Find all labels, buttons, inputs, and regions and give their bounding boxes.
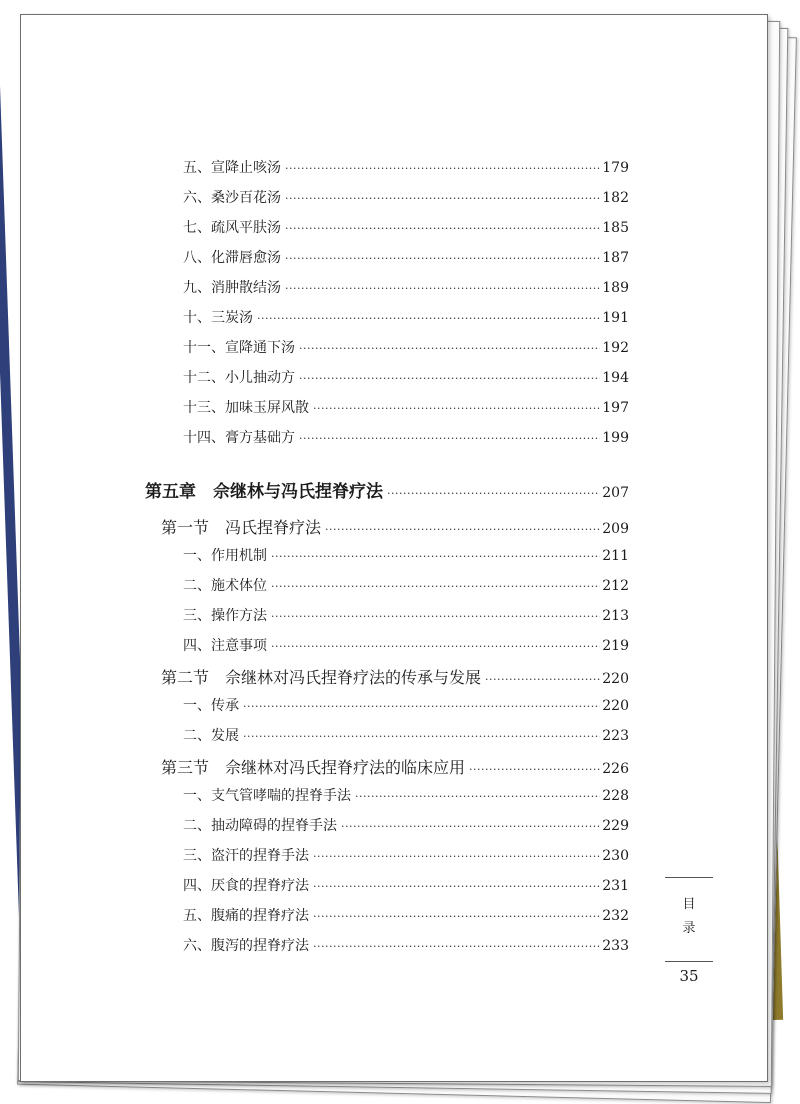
document-page [20,14,768,1082]
dot-leader [299,432,600,445]
dot-leader [341,820,600,833]
toc-entry-title: 四、厌食的捏脊疗法 [183,878,309,894]
dot-leader [285,222,600,235]
toc-entry-page: 194 [602,370,629,386]
toc-entry-page: 233 [602,938,629,954]
toc-entry [183,337,629,357]
dot-leader [271,550,600,563]
toc-entry [183,605,629,625]
dot-leader [387,487,600,500]
toc-entry-page: 209 [602,521,629,537]
dot-leader [285,162,600,175]
toc-entry-page: 228 [602,788,629,804]
toc-entry [183,545,629,565]
running-head-label [665,893,713,941]
toc-entry-page: 207 [602,485,629,501]
dot-leader [271,610,600,623]
toc-entry-title: 三、盗汗的捏脊手法 [183,848,309,864]
dot-leader [285,282,600,295]
toc-entry-page: 179 [602,160,629,176]
toc-entry [183,427,629,447]
toc-entry-title: 二、抽动障碍的捏脊手法 [183,818,337,834]
dot-leader [299,372,600,385]
toc-entry-page: 232 [602,908,629,924]
dot-leader [271,580,600,593]
toc-section [161,665,629,688]
toc-entry-page: 189 [602,280,629,296]
dot-leader [355,790,600,803]
toc-entry-page: 212 [602,578,629,594]
dot-leader [243,700,600,713]
toc-entry-title: 九、消肿散结汤 [183,280,281,296]
toc-entry [183,785,629,805]
toc-entry [183,247,629,267]
toc-entry-title: 七、疏风平肤汤 [183,220,281,236]
toc-entry [183,397,629,417]
dot-leader [257,312,600,325]
toc-entry-title: 第二节 佘继林对冯氏捏脊疗法的传承与发展 [161,668,482,687]
dot-leader [313,910,600,923]
dot-leader [313,402,600,415]
toc-entry-title: 五、腹痛的捏脊疗法 [183,908,309,924]
toc-entry-title: 一、传承 [183,698,239,714]
running-head-char: 目 [682,897,696,912]
toc-entry-title: 第五章 佘继林与冯氏捏脊疗法 [145,482,383,502]
toc-entry-title: 三、操作方法 [183,608,267,624]
toc-entry-title: 六、腹泻的捏脊疗法 [183,938,309,954]
toc-entry [183,725,629,745]
toc-entry [183,187,629,207]
toc-entry [183,695,629,715]
toc-entry-page: 211 [602,548,629,564]
dot-leader [299,342,600,355]
toc-entry-title: 十二、小儿抽动方 [183,370,295,386]
toc-entry-page: 213 [602,608,629,624]
toc-entry-title: 五、宣降止咳汤 [183,160,281,176]
dot-leader [313,880,600,893]
toc-entry-page: 219 [602,638,629,654]
toc-entry-page: 223 [602,728,629,744]
toc-section [161,515,629,538]
toc-entry-title: 十四、膏方基础方 [183,430,295,446]
running-head-rule-top [665,877,713,878]
toc-entry [183,367,629,387]
dot-leader [243,730,600,743]
toc-entry [183,157,629,177]
toc-entry-title: 六、桑沙百花汤 [183,190,281,206]
dot-leader [271,640,600,653]
toc-entry-title: 二、施术体位 [183,578,267,594]
dot-leader [313,850,600,863]
dot-leader [285,252,600,265]
toc-entry [183,815,629,835]
toc-entry-page: 220 [602,698,629,714]
toc-entry-title: 二、发展 [183,728,239,744]
dot-leader [313,940,600,953]
toc-entry-page: 182 [602,190,629,206]
toc-entry-page: 229 [602,818,629,834]
toc-entry-page: 220 [602,671,629,687]
toc-entry-page: 187 [602,250,629,266]
toc-entry-page: 191 [602,310,629,326]
page-number: 35 [679,967,699,985]
toc-entry-page: 197 [602,400,629,416]
toc-entry-title: 八、化滞唇愈汤 [183,250,281,266]
toc-entry-title: 第一节 冯氏捏脊疗法 [161,518,322,537]
dot-leader [469,763,600,776]
toc-chapter [145,477,629,502]
running-head-rule-bottom [665,961,713,962]
toc-entry-title: 第三节 佘继林对冯氏捏脊疗法的临床应用 [161,758,466,777]
toc-entry [183,845,629,865]
dot-leader [325,523,600,536]
toc-entry-page: 185 [602,220,629,236]
toc-entry-title: 十、三炭汤 [183,310,253,326]
toc-entry [183,875,629,895]
table-of-contents [21,15,767,1081]
toc-entry [183,935,629,955]
toc-entry [183,905,629,925]
toc-entry-title: 一、作用机制 [183,548,267,564]
dot-leader [285,192,600,205]
running-head-char: 录 [682,921,696,936]
toc-entry-page: 231 [602,878,629,894]
toc-entry [183,307,629,327]
toc-entry-title: 十三、加味玉屏风散 [183,400,309,416]
toc-entry-page: 192 [602,340,629,356]
toc-entry-page: 199 [602,430,629,446]
toc-entry [183,575,629,595]
toc-entry [183,217,629,237]
toc-entry-page: 226 [602,761,629,777]
toc-entry-title: 十一、宣降通下汤 [183,340,295,356]
dot-leader [485,673,600,686]
toc-entry-page: 230 [602,848,629,864]
toc-entry-title: 一、支气管哮喘的捏脊手法 [183,788,351,804]
toc-section [161,755,629,778]
toc-entry [183,277,629,297]
toc-entry [183,635,629,655]
toc-entry-title: 四、注意事项 [183,638,267,654]
